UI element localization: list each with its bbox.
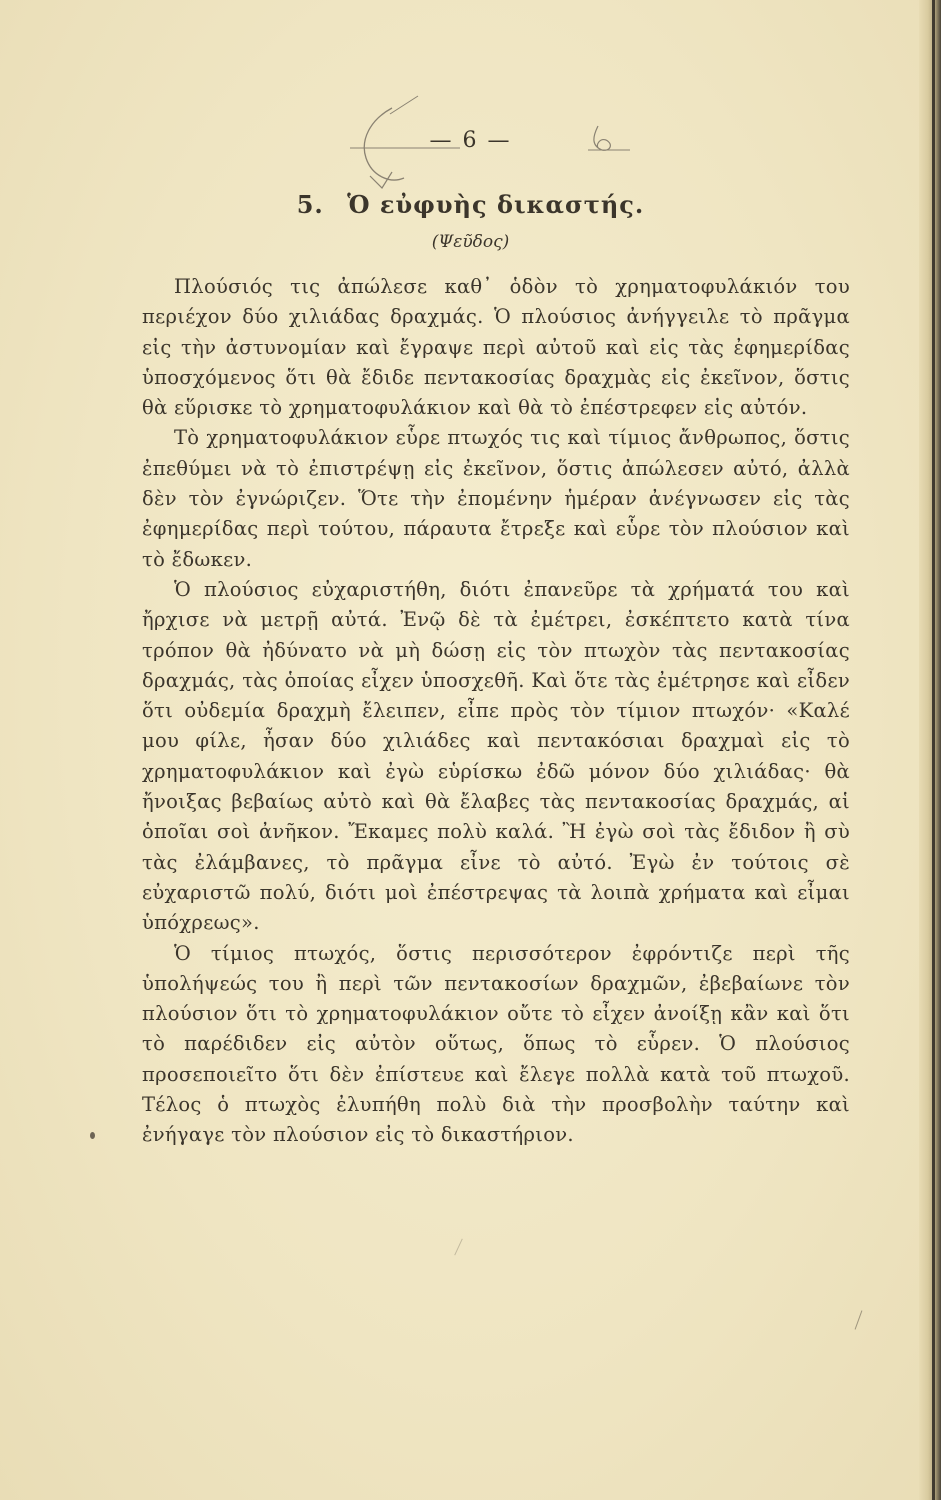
paragraph-1: Πλούσιός τις ἀπώλεσε καθ᾿ ὁδὸν τὸ χρηματοφυλάκιόν του περιέχον δύο χιλιάδας δραχμάς. Ὁ πλούσιος ἀνήγγειλε τὸ πρᾶγμα εἰς τὴν ἀστυνομίαν καὶ ἔγραψε περὶ αὐτοῦ καὶ εἰς τὰς ἐφημερίδας ὑποσχόμενος ὅτι θὰ ἔδιδε πεντακοσίας δραχμὰς εἰς ἐκεῖνον, ὅστις θὰ εὕρισκε τὸ χρηματοφυλάκιον καὶ θὰ τὸ ἐπέστρεφεν εἰς αὐτόν. bbox=[142, 275, 850, 420]
story-subtitle: (Ψεῦδος) bbox=[431, 232, 510, 252]
paragraph-3: Ὁ πλούσιος εὐχαριστήθη, διότι ἐπανεῦρε τὰ χρήματά του καὶ ἤρχισε νὰ μετρῇ αὐτά. Ἐνῷ δὲ τὰ ἐμέτρει, ἐσκέπτετο κατὰ τίνα τρόπον θὰ ἠδύνατο νὰ μὴ δώσῃ εἰς τὸν πτωχὸν τὰς πεντακοσίας δραχμάς, τὰς ὁποίας εἶχεν ὑποσχεθῆ. Καὶ ὅτε τὰς ἐμέτρησε καὶ εἶδεν ὅτι οὐδεμία δραχμὴ ἔλειπεν, εἶπε πρὸς τὸν τίμιον πτωχόν· «Καλέ μου φίλε, ἦσαν δύο χιλιάδες καὶ πεντακόσιαι δραχμαὶ εἰς τὸ χρηματοφυλάκιον καὶ ἐγὼ εὑρίσκω ἐδῶ μόνον δύο χιλιάδας· θὰ ἤνοιξας βεβαίως αὐτὸ καὶ θὰ ἔλαβες τὰς πεντακοσίας δραχμάς, αἱ ὁποῖαι σοὶ ἀνῆκον. Ἔκαμες πολὺ καλά. Ἢ ἐγὼ σοὶ τὰς ἔδιδον ἢ σὺ τὰς ἐλάμβανες, τὸ πρᾶγμα εἶνε τὸ αὐτό. Ἐγὼ ἐν τούτοις σὲ εὐχαριστῶ πολύ, διότι μοὶ ἐπέστρεψας τὰ λοιπὰ χρήματα καὶ εἶμαι ὑπόχρεως». bbox=[142, 577, 850, 935]
story-body bbox=[142, 272, 850, 1151]
pencil-stroke bbox=[454, 1239, 463, 1256]
story-title: Ὁ εὐφυὴς δικαστής. bbox=[347, 190, 645, 219]
page-number: — 6 — bbox=[429, 128, 512, 153]
paragraph-4: Ὁ τίμιος πτωχός, ὅστις περισσότερον ἐφρόντιζε περὶ τῆς ὑπολήψεώς του ἢ περὶ τῶν πεντακοσίων δραχμῶν, ἐβεβαίωνε τὸν πλούσιον ὅτι τὸ χρηματοφυλάκιον οὔτε τὸ εἶχεν ἀνοίξῃ κἂν καὶ ὅτι τὸ παρέδιδεν εἰς αὐτὸν οὕτως, ὅπως τὸ εὗρεν. Ὁ πλούσιος προσεποιεῖτο ὅτι δὲν ἐπίστευε καὶ ἔλεγε πολλὰ κατὰ τοῦ πτωχοῦ. Τέλος ὁ πτωχὸς ἐλυπήθη πολὺ διὰ τὴν προσβολὴν ταύτην καὶ ἐνήγαγε τὸν πλούσιον εἰς τὸ δικαστήριον. bbox=[142, 941, 850, 1147]
paragraph-2: Τὸ χρηματοφυλάκιον εὗρε πτωχός τις καὶ τίμιος ἄνθρωπος, ὅστις ἐπεθύμει νὰ τὸ ἐπιστρέψῃ εἰς ἐκεῖνον, ὅστις ἀπώλεσεν αὐτό, ἀλλὰ δὲν τὸν ἐγνώριζεν. Ὅτε τὴν ἐπομένην ἡμέραν ἀνέγνωσεν εἰς τὰς ἐφημερίδας περὶ τούτου, πάραυτα ἔτρεξε καὶ εὗρε τὸν πλούσιον καὶ τὸ ἔδωκεν. bbox=[142, 426, 850, 571]
binding-edge bbox=[932, 0, 935, 1500]
pencil-stroke bbox=[855, 1310, 863, 1329]
ink-dot bbox=[90, 1132, 95, 1139]
story-number: 5. bbox=[296, 190, 324, 219]
story-heading bbox=[0, 190, 941, 219]
page-edge-shadow bbox=[919, 0, 941, 1500]
